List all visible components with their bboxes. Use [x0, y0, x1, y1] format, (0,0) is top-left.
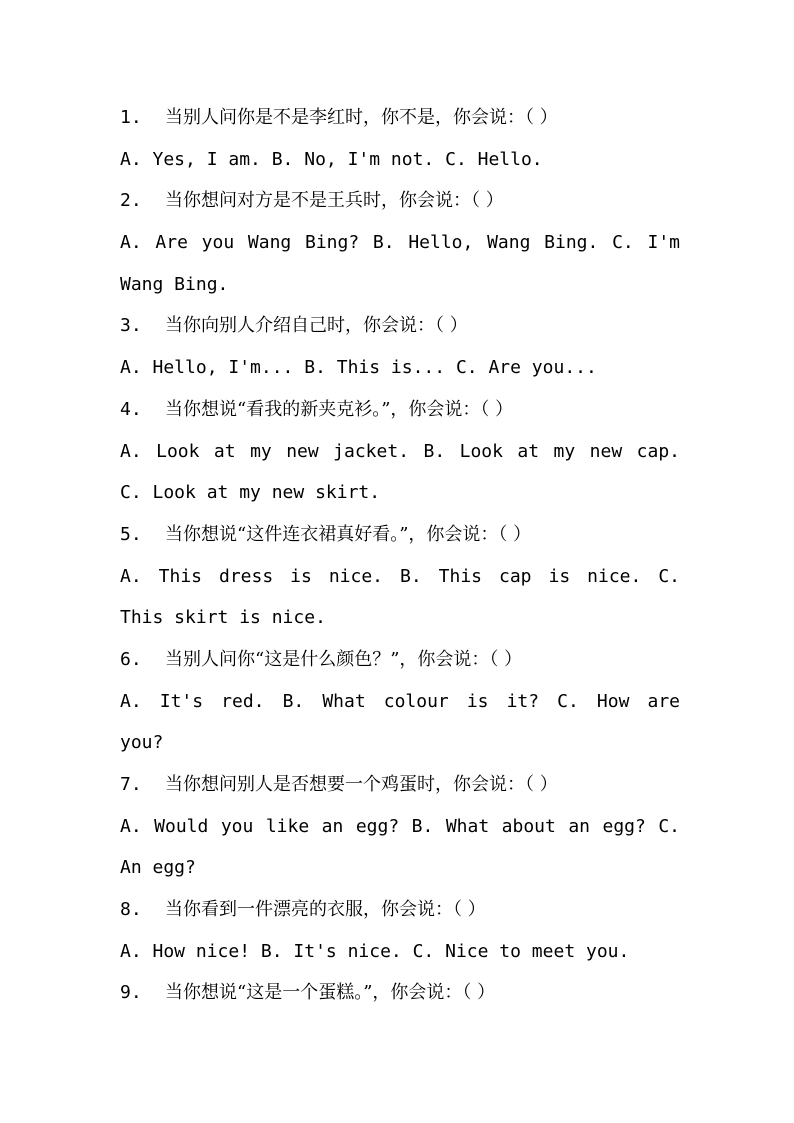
- question-4-stem: [120, 389, 680, 431]
- question-3-stem: [120, 305, 680, 347]
- question-text: 当你想说“看我的新夹克衫。”，你会说：（ ）: [165, 398, 514, 420]
- question-text: 当别人问你“这是什么颜色？”，你会说：（ ）: [165, 648, 523, 670]
- question-number: 9.: [120, 982, 142, 1004]
- question-9-stem: [120, 972, 680, 1014]
- question-number: 7.: [120, 774, 142, 795]
- question-list: [120, 97, 680, 1014]
- question-4-options-cont: C. Look at my new skirt.: [120, 482, 381, 504]
- question-7-stem: [120, 764, 680, 806]
- question-5-options: A. This dress is nice. B. This cap is nice. C.: [120, 565, 680, 587]
- question-7-options: A. Would you like an egg? B. What about an egg? C.: [120, 815, 680, 837]
- question-5-options-cont: This skirt is nice.: [120, 607, 326, 629]
- question-3-options: A. Hello, I'm... B. This is... C. Are you...: [120, 357, 597, 379]
- question-4-options: A. Look at my new jacket. B. Look at my new cap.: [120, 440, 680, 462]
- question-6-stem: [120, 639, 680, 681]
- question-8-stem: [120, 889, 680, 931]
- question-text: 当你想说“这是一个蛋糕。”，你会说：（ ）: [165, 982, 496, 1004]
- question-6-options-cont: you?: [120, 732, 164, 754]
- question-number: 1.: [120, 107, 142, 128]
- question-text: 当你想问对方是不是王兵时，你会说：（ ）: [165, 190, 504, 212]
- question-text: 当你看到一件漂亮的衣服，你会说：（ ）: [165, 899, 486, 921]
- question-2-stem: [120, 180, 680, 222]
- question-text: 当别人问你是不是李红时，你不是，你会说：（ ）: [165, 107, 558, 128]
- question-number: 4.: [120, 398, 142, 420]
- question-7-options-cont: An egg?: [120, 857, 196, 879]
- question-6-options: A. It's red. B. What colour is it? C. How are: [120, 690, 680, 712]
- question-number: 8.: [120, 899, 142, 921]
- question-2-options-cont: Wang Bing.: [120, 273, 229, 295]
- question-text: 当你想问别人是否想要一个鸡蛋时，你会说：（ ）: [165, 774, 558, 795]
- question-8-options: A. How nice! B. It's nice. C. Nice to meet you.: [120, 940, 630, 962]
- question-text: 当你想说“这件连衣裙真好看。”，你会说：（ ）: [165, 523, 532, 545]
- question-number: 5.: [120, 523, 142, 545]
- question-2-options: A. Are you Wang Bing? B. Hello, Wang Bing. C. I'm: [120, 232, 680, 254]
- question-number: 3.: [120, 315, 142, 337]
- question-text: 当你向别人介绍自己时，你会说：（ ）: [165, 315, 468, 337]
- question-1-stem: [120, 97, 680, 139]
- question-1-options: A. Yes, I am. B. No, I'm not. C. Hello.: [120, 148, 543, 170]
- question-5-stem: [120, 514, 680, 556]
- question-number: 6.: [120, 648, 142, 670]
- question-number: 2.: [120, 190, 142, 212]
